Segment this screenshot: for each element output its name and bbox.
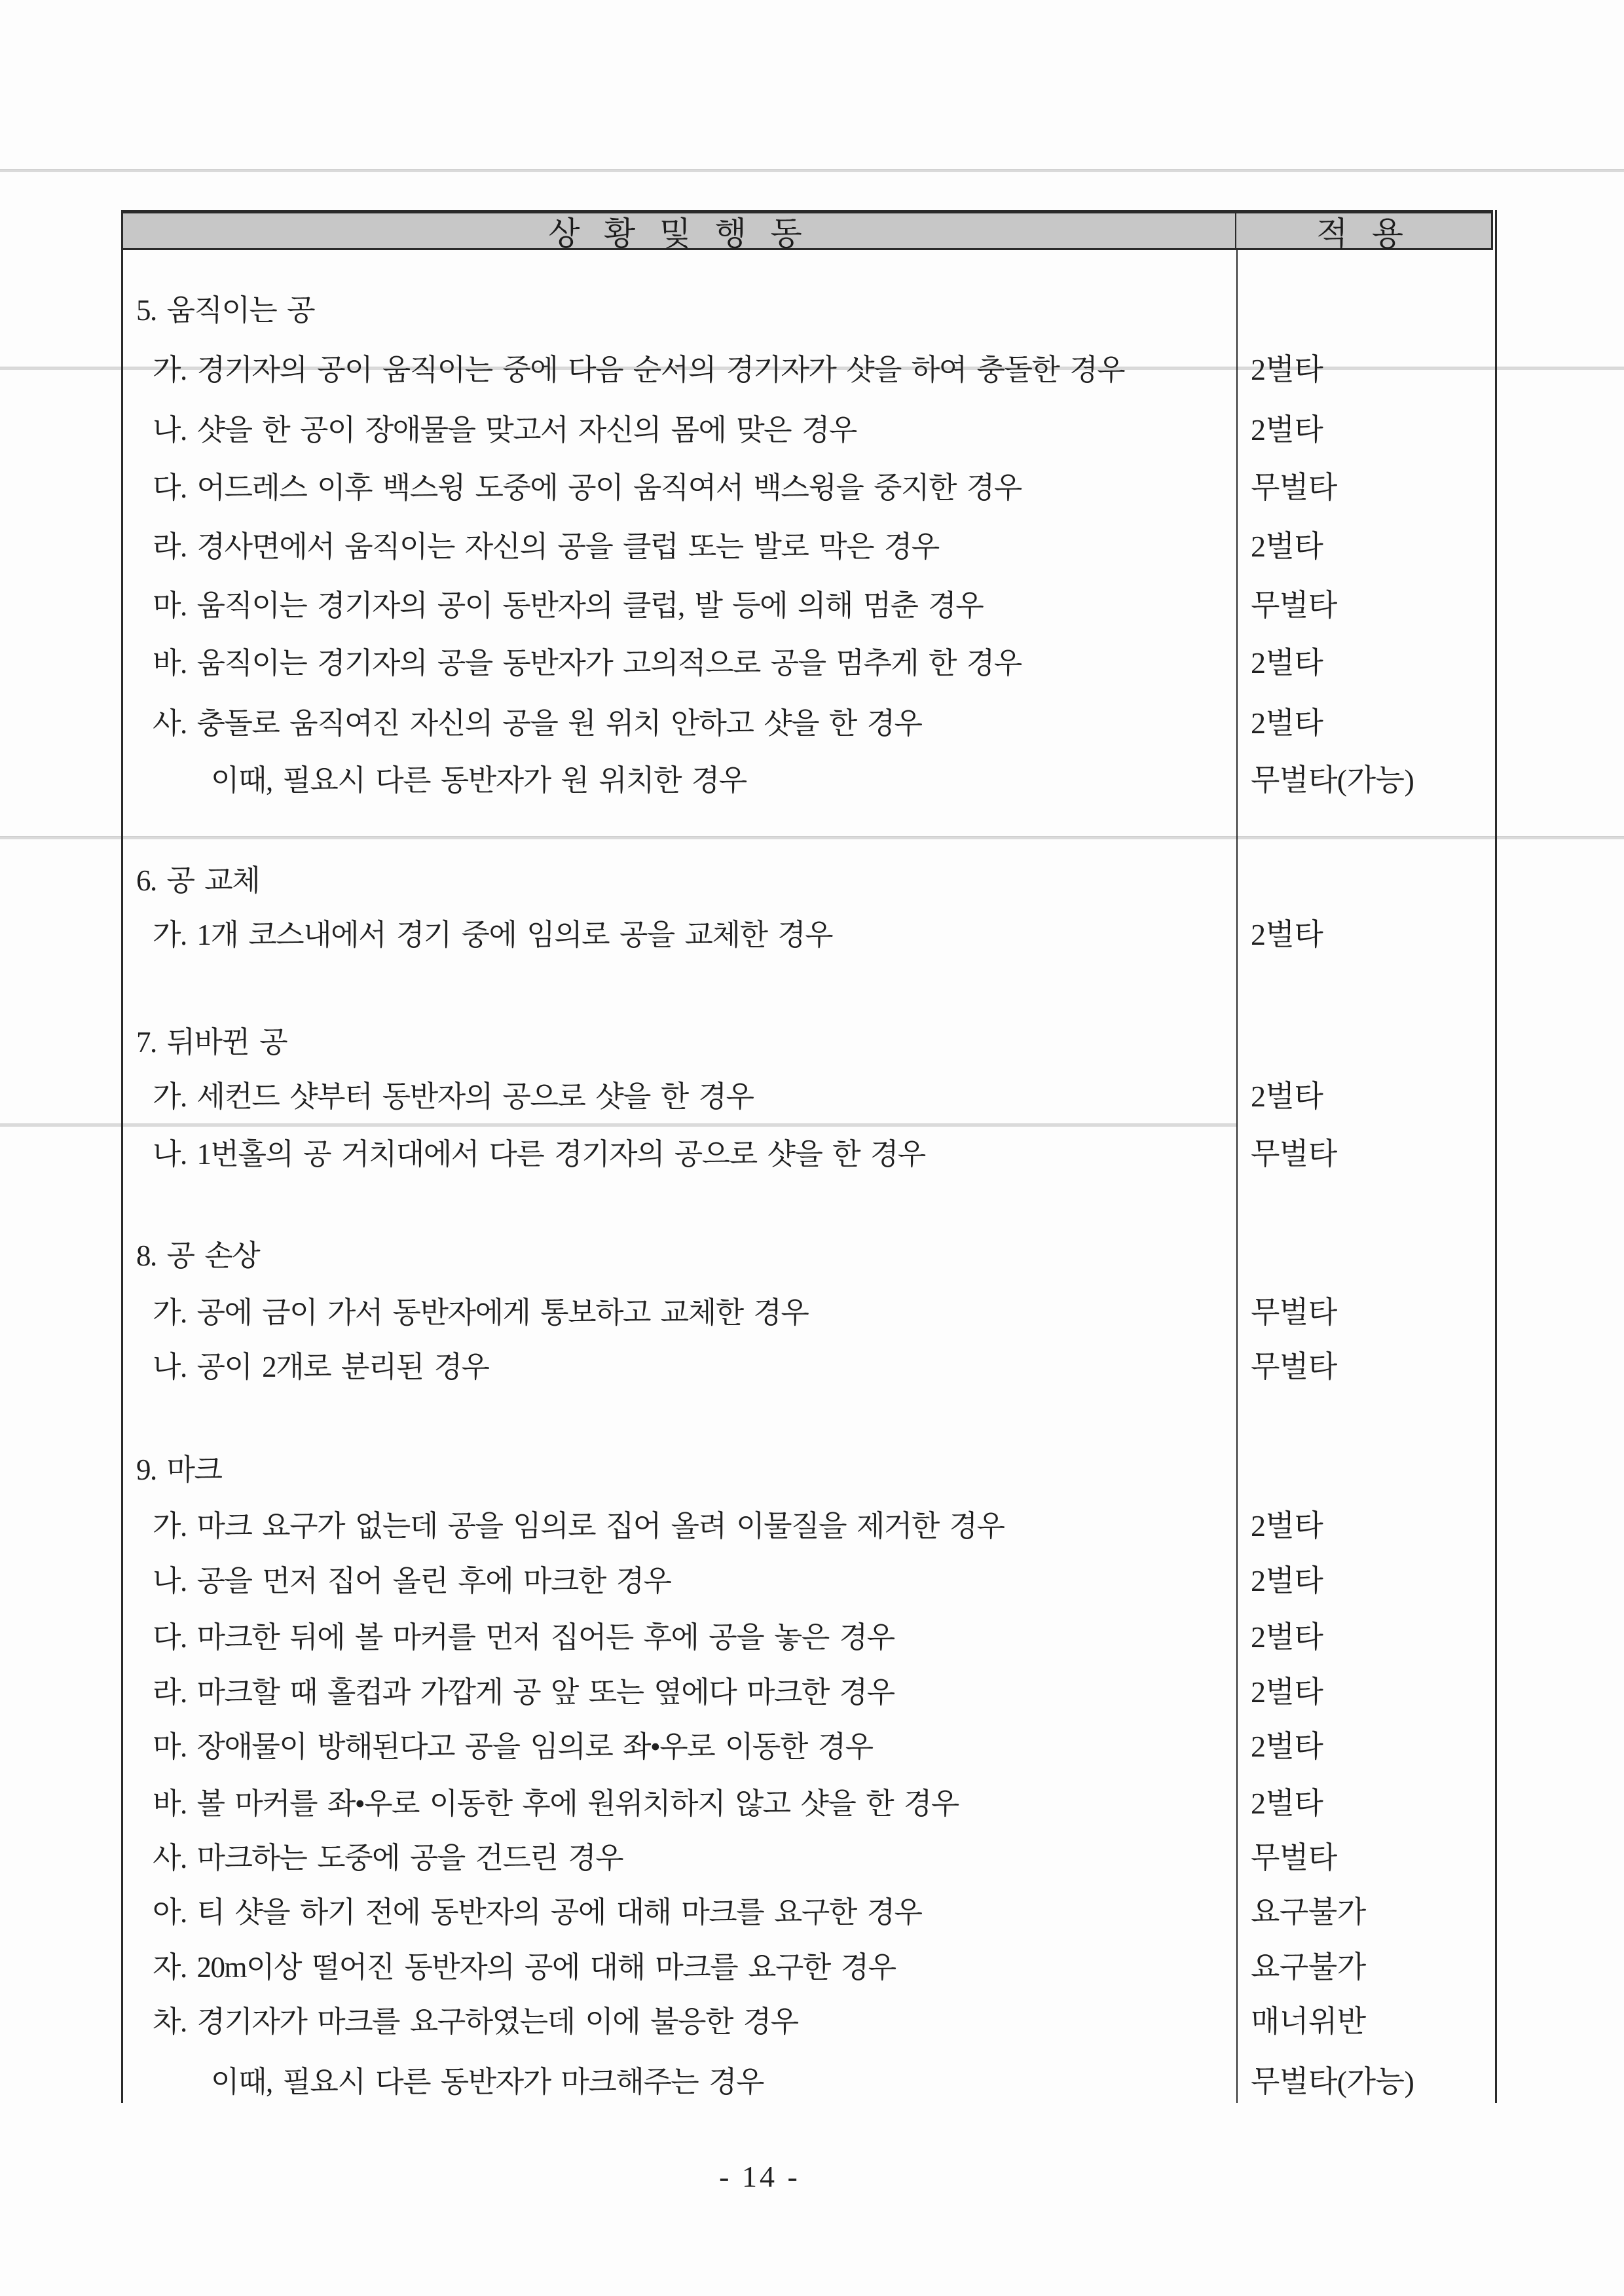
row-situation-text: 사. 충돌로 움직여진 자신의 공을 원 위치 안하고 샷을 한 경우 — [153, 707, 922, 740]
row-application-value: 2벌타 — [1251, 1787, 1323, 1820]
row-situation-text: 나. 공이 2개로 분리된 경우 — [153, 1351, 489, 1383]
row-application-value: 2벌타 — [1251, 1620, 1323, 1654]
row-application-value: 2벌타 — [1251, 1564, 1323, 1597]
table-row — [0, 693, 1624, 754]
row-application-value: 2벌타 — [1251, 1080, 1323, 1113]
row-situation-text: 마. 움직이는 경기자의 공이 동반자의 클럽, 발 등에 의해 멈춘 경우 — [153, 589, 984, 622]
table-row — [0, 1551, 1624, 1611]
row-situation-text: 아. 티 샷을 하기 전에 동반자의 공에 대해 마크를 요구한 경우 — [153, 1896, 922, 1929]
row-application-value: 무벌타 — [1251, 1350, 1337, 1383]
row-application-value: 2벌타 — [1251, 646, 1323, 680]
table-row — [0, 1992, 1624, 2052]
row-application-value: 무벌타 — [1251, 589, 1337, 622]
row-application-value: 2벌타 — [1251, 353, 1323, 386]
table-row — [0, 1012, 1624, 1072]
table-row — [0, 1226, 1624, 1286]
table-header-row — [121, 210, 1493, 250]
table-row — [0, 1717, 1624, 1777]
table-row — [0, 905, 1624, 965]
table-row — [0, 1337, 1624, 1397]
row-situation-text: 차. 경기자가 마크를 요구하였는데 이에 불응한 경우 — [153, 2005, 798, 2038]
row-application-value: 2벌타 — [1251, 1509, 1323, 1542]
row-application-value: 무벌타(가능) — [1251, 763, 1414, 797]
row-application-value: 매너위반 — [1251, 2005, 1366, 2038]
table-row — [0, 750, 1624, 811]
row-situation-text: 가. 경기자의 공이 움직이는 중에 다음 순서의 경기자가 샷을 하여 충돌한 경우 — [153, 354, 1125, 386]
table-row — [0, 1440, 1624, 1500]
table-row — [0, 1882, 1624, 1942]
row-application-value: 요구불가 — [1251, 1895, 1366, 1929]
table-row — [0, 1283, 1624, 1343]
table-row — [0, 1774, 1624, 1834]
row-application-value: 2벌타 — [1251, 530, 1323, 563]
table-row — [0, 850, 1624, 911]
row-application-value: 2벌타 — [1251, 1675, 1323, 1709]
row-situation-text: 이때, 필요시 다른 동반자가 마크해주는 경우 — [211, 2066, 764, 2098]
row-application-value: 무벌타(가능) — [1251, 2065, 1414, 2098]
row-situation-text: 이때, 필요시 다른 동반자가 원 위치한 경우 — [211, 764, 747, 797]
row-application-value: 무벌타 — [1251, 1841, 1337, 1874]
table-row — [0, 280, 1624, 340]
row-situation-text: 바. 볼 마커를 좌•우로 이동한 후에 원위치하지 않고 샷을 한 경우 — [153, 1787, 959, 1820]
table-row — [0, 1066, 1624, 1127]
row-situation-text: 마. 장애물이 방해된다고 공을 임의로 좌•우로 이동한 경우 — [153, 1730, 873, 1763]
row-situation-text: 가. 공에 금이 가서 동반자에게 통보하고 교체한 경우 — [153, 1296, 809, 1329]
row-situation-text: 가. 1개 코스내에서 경기 중에 임의로 공을 교체한 경우 — [153, 919, 833, 951]
table-row — [0, 1607, 1624, 1667]
row-application-value: 2벌타 — [1251, 918, 1323, 951]
row-situation-text: 8. 공 손상 — [136, 1239, 260, 1272]
row-situation-text: 사. 마크하는 도중에 공을 건드린 경우 — [153, 1842, 623, 1874]
page-number: - 14 - — [719, 2160, 800, 2193]
table-row — [0, 458, 1624, 518]
table-row — [0, 400, 1624, 460]
table-row — [0, 1937, 1624, 1997]
row-situation-text: 9. 마크 — [136, 1453, 222, 1486]
row-application-value: 무벌타 — [1251, 1137, 1337, 1171]
row-application-value: 2벌타 — [1251, 413, 1323, 446]
row-situation-text: 나. 샷을 한 공이 장애물을 맞고서 자신의 몸에 맞은 경우 — [153, 414, 857, 446]
row-situation-text: 나. 1번홀의 공 거치대에서 다른 경기자의 공으로 샷을 한 경우 — [153, 1138, 925, 1171]
row-application-value: 무벌타 — [1251, 471, 1337, 504]
table-row — [0, 575, 1624, 636]
table-row — [0, 1662, 1624, 1722]
table-row — [0, 2052, 1624, 2112]
table-row — [0, 1124, 1624, 1184]
table-row — [0, 1496, 1624, 1556]
row-situation-text: 다. 어드레스 이후 백스윙 도중에 공이 움직여서 백스윙을 중지한 경우 — [153, 471, 1022, 504]
header-cell-application: 적 용 — [1316, 215, 1412, 252]
row-situation-text: 5. 움직이는 공 — [136, 294, 315, 327]
row-application-value: 요구불가 — [1251, 1950, 1366, 1984]
row-situation-text: 가. 마크 요구가 없는데 공을 임의로 집어 올려 이물질을 제거한 경우 — [153, 1510, 1005, 1542]
table-row — [0, 1828, 1624, 1888]
row-situation-text: 자. 20m이상 떨어진 동반자의 공에 대해 마크를 요구한 경우 — [153, 1951, 896, 1984]
row-application-value: 무벌타 — [1251, 1296, 1337, 1329]
row-application-value: 2벌타 — [1251, 1730, 1323, 1763]
row-situation-text: 7. 뒤바뀐 공 — [136, 1026, 287, 1059]
table-row — [0, 340, 1624, 400]
row-application-value: 2벌타 — [1251, 706, 1323, 740]
row-situation-text: 가. 세컨드 샷부터 동반자의 공으로 샷을 한 경우 — [153, 1080, 754, 1113]
row-situation-text: 나. 공을 먼저 집어 올린 후에 마크한 경우 — [153, 1565, 671, 1597]
table-row — [0, 633, 1624, 693]
scan-streak-line — [0, 169, 1624, 172]
row-situation-text: 라. 마크할 때 홀컵과 가깝게 공 앞 또는 옆에다 마크한 경우 — [153, 1676, 895, 1709]
row-situation-text: 6. 공 교체 — [136, 864, 260, 897]
table-row — [0, 517, 1624, 577]
row-situation-text: 바. 움직이는 경기자의 공을 동반자가 고의적으로 공을 멈추게 한 경우 — [153, 647, 1022, 680]
header-cell-situation: 상 황 및 행 동 — [123, 213, 1236, 248]
row-situation-text: 다. 마크한 뒤에 볼 마커를 먼저 집어든 후에 공을 놓은 경우 — [153, 1621, 895, 1654]
row-situation-text: 라. 경사면에서 움직이는 자신의 공을 클럽 또는 발로 막은 경우 — [153, 530, 939, 563]
